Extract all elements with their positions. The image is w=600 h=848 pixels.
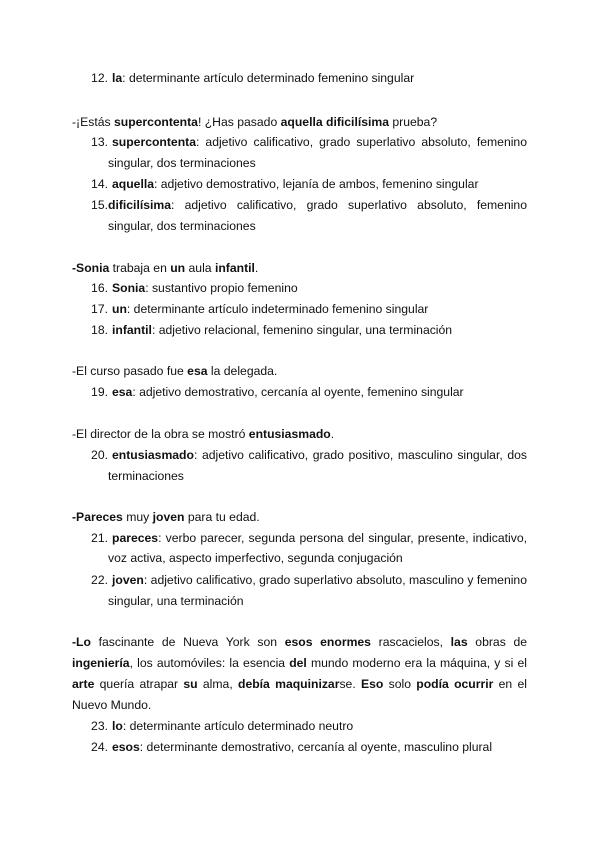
list-item-text <box>112 573 527 588</box>
text-run: . <box>330 427 335 441</box>
bold-term: entusiasmado <box>248 427 331 441</box>
example-sentence-line <box>72 510 260 525</box>
text-run: aula <box>185 261 215 275</box>
text-run: singular, dos terminaciones <box>108 156 256 170</box>
bold-term: joven <box>152 510 185 524</box>
text-run: para tu edad. <box>184 510 260 524</box>
list-item-number: 15. <box>91 198 108 212</box>
bold-term: la <box>112 71 123 85</box>
text-run: trabaja en <box>109 261 171 275</box>
list-item-text <box>112 177 479 192</box>
bold-term: supercontenta <box>112 135 196 149</box>
text-run: alma, <box>197 677 238 691</box>
example-sentence-line <box>72 677 527 692</box>
bold-term: arte <box>72 677 95 691</box>
list-item-number: 13. <box>91 135 108 149</box>
bold-term: supercontenta <box>113 115 198 129</box>
list-item-number: 18. <box>91 323 108 337</box>
list-item-number: 20. <box>91 448 108 462</box>
example-sentence-line <box>72 656 527 671</box>
text-run: : adjetivo calificativo, grado superlativo absoluto, femenino <box>171 198 527 212</box>
text-run: la delegada. <box>207 364 278 378</box>
text-run: : determinante artículo determinado neutro <box>122 719 354 733</box>
text-run: ! ¿Has pasado <box>197 115 281 129</box>
list-item-text <box>112 323 452 338</box>
text-run: -El director de la obra se mostró <box>72 427 249 441</box>
text-run: : determinante artículo indeterminado femenino singular <box>126 302 429 316</box>
bold-term: podía ocurrir <box>416 677 494 691</box>
bold-term: esos <box>112 740 140 754</box>
text-run: -El curso pasado fue <box>72 364 188 378</box>
list-item-text <box>112 385 464 400</box>
list-item-text <box>112 719 353 734</box>
list-item-number: 23. <box>91 719 108 733</box>
bold-term: -Lo <box>72 635 91 649</box>
text-run: . <box>254 261 259 275</box>
text-run: rascacielos, <box>370 635 451 649</box>
bold-term: ingeniería <box>72 656 130 670</box>
text-run: : verbo parecer, segunda persona del singular, presente, indicativo, <box>158 531 527 545</box>
bold-term: Eso <box>361 677 384 691</box>
list-item-text <box>112 281 298 296</box>
list-item-number: 14. <box>91 177 108 191</box>
bold-term: debía maquinizar <box>238 677 340 691</box>
example-sentence-line <box>72 635 527 650</box>
bold-term: aquella <box>112 177 154 191</box>
text-run: obras de <box>467 635 528 649</box>
text-run: prueba? <box>389 115 438 129</box>
text-run: fascinante de Nueva York son <box>90 635 285 649</box>
list-item-number: 19. <box>91 385 108 399</box>
text-run: , los automóviles: la esencia <box>129 656 290 670</box>
text-run: muy <box>122 510 153 524</box>
text-run: : adjetivo relacional, femenino singular, una terminación <box>151 323 453 337</box>
list-item-text <box>112 135 527 150</box>
example-sentence-line <box>72 698 151 713</box>
text-run: : adjetivo demostrativo, lejanía de ambos, femenino singular <box>154 177 479 191</box>
list-item-continuation <box>108 219 256 234</box>
bold-term: infantil <box>214 261 255 275</box>
bold-term: del <box>289 656 307 670</box>
bold-term: esa <box>112 385 133 399</box>
text-run: voz activa, aspecto imperfectivo, segunda conjugación <box>108 551 403 565</box>
list-item-number: 12. <box>91 71 108 85</box>
text-run: -¡Estás <box>72 115 114 129</box>
list-item-text <box>108 198 527 213</box>
list-item-continuation <box>108 469 184 484</box>
text-run: : sustantivo propio femenino <box>145 281 298 295</box>
bold-term: un <box>112 302 127 316</box>
text-run: mundo moderno era la máquina, y si el <box>306 656 527 670</box>
example-sentence-line <box>72 364 277 379</box>
bold-term: Sonia <box>112 281 146 295</box>
text-run: : adjetivo demostrativo, cercanía al oyente, femenino singular <box>132 385 464 399</box>
example-sentence-line <box>72 427 334 442</box>
list-item-number: 17. <box>91 302 108 316</box>
text-run: : determinante artículo determinado femenino singular <box>122 71 415 85</box>
list-item-continuation <box>108 594 244 609</box>
text-run: : adjetivo calificativo, grado superlativo absoluto, femenino <box>195 135 527 149</box>
example-sentence-line <box>72 115 437 130</box>
text-run: en el <box>493 677 527 691</box>
bold-term: -Sonia <box>72 261 110 275</box>
list-item-continuation <box>108 551 403 566</box>
bold-term: un <box>170 261 186 275</box>
list-item-continuation <box>108 156 256 171</box>
bold-term: esa <box>187 364 208 378</box>
bold-term: las <box>450 635 468 649</box>
bold-term: dificilísima <box>108 198 171 212</box>
list-item-number: 21. <box>91 531 108 545</box>
bold-term: aquella dificilísima <box>280 115 389 129</box>
text-run: : determinante demostrativo, cercanía al oyente, masculino plural <box>139 740 493 754</box>
list-item-text <box>112 448 527 463</box>
bold-term: pareces <box>112 531 159 545</box>
bold-term: joven <box>112 573 144 587</box>
text-run: : adjetivo calificativo, grado superlativo absoluto, masculino y femenino <box>143 573 527 587</box>
text-run: solo <box>383 677 417 691</box>
list-item-text <box>112 71 414 86</box>
list-item-number: 22. <box>91 573 108 587</box>
text-run: quería atrapar <box>94 677 184 691</box>
bold-term: infantil <box>112 323 152 337</box>
bold-term: lo <box>112 719 123 733</box>
bold-term: entusiasmado <box>112 448 194 462</box>
bold-term: esos enormes <box>284 635 371 649</box>
text-run: se. <box>339 677 361 691</box>
text-run: Nuevo Mundo. <box>72 698 152 712</box>
bold-term: -Pareces <box>72 510 123 524</box>
text-run: : adjetivo calificativo, grado positivo, masculino singular, dos <box>193 448 527 462</box>
example-sentence-line <box>72 261 258 276</box>
text-run: terminaciones <box>108 469 184 483</box>
list-item-text <box>112 740 492 755</box>
list-item-text <box>112 531 527 546</box>
bold-term: su <box>183 677 198 691</box>
list-item-number: 16. <box>91 281 108 295</box>
text-run: singular, una terminación <box>108 594 244 608</box>
text-run: singular, dos terminaciones <box>108 219 256 233</box>
list-item-number: 24. <box>91 740 108 754</box>
list-item-text <box>112 302 428 317</box>
